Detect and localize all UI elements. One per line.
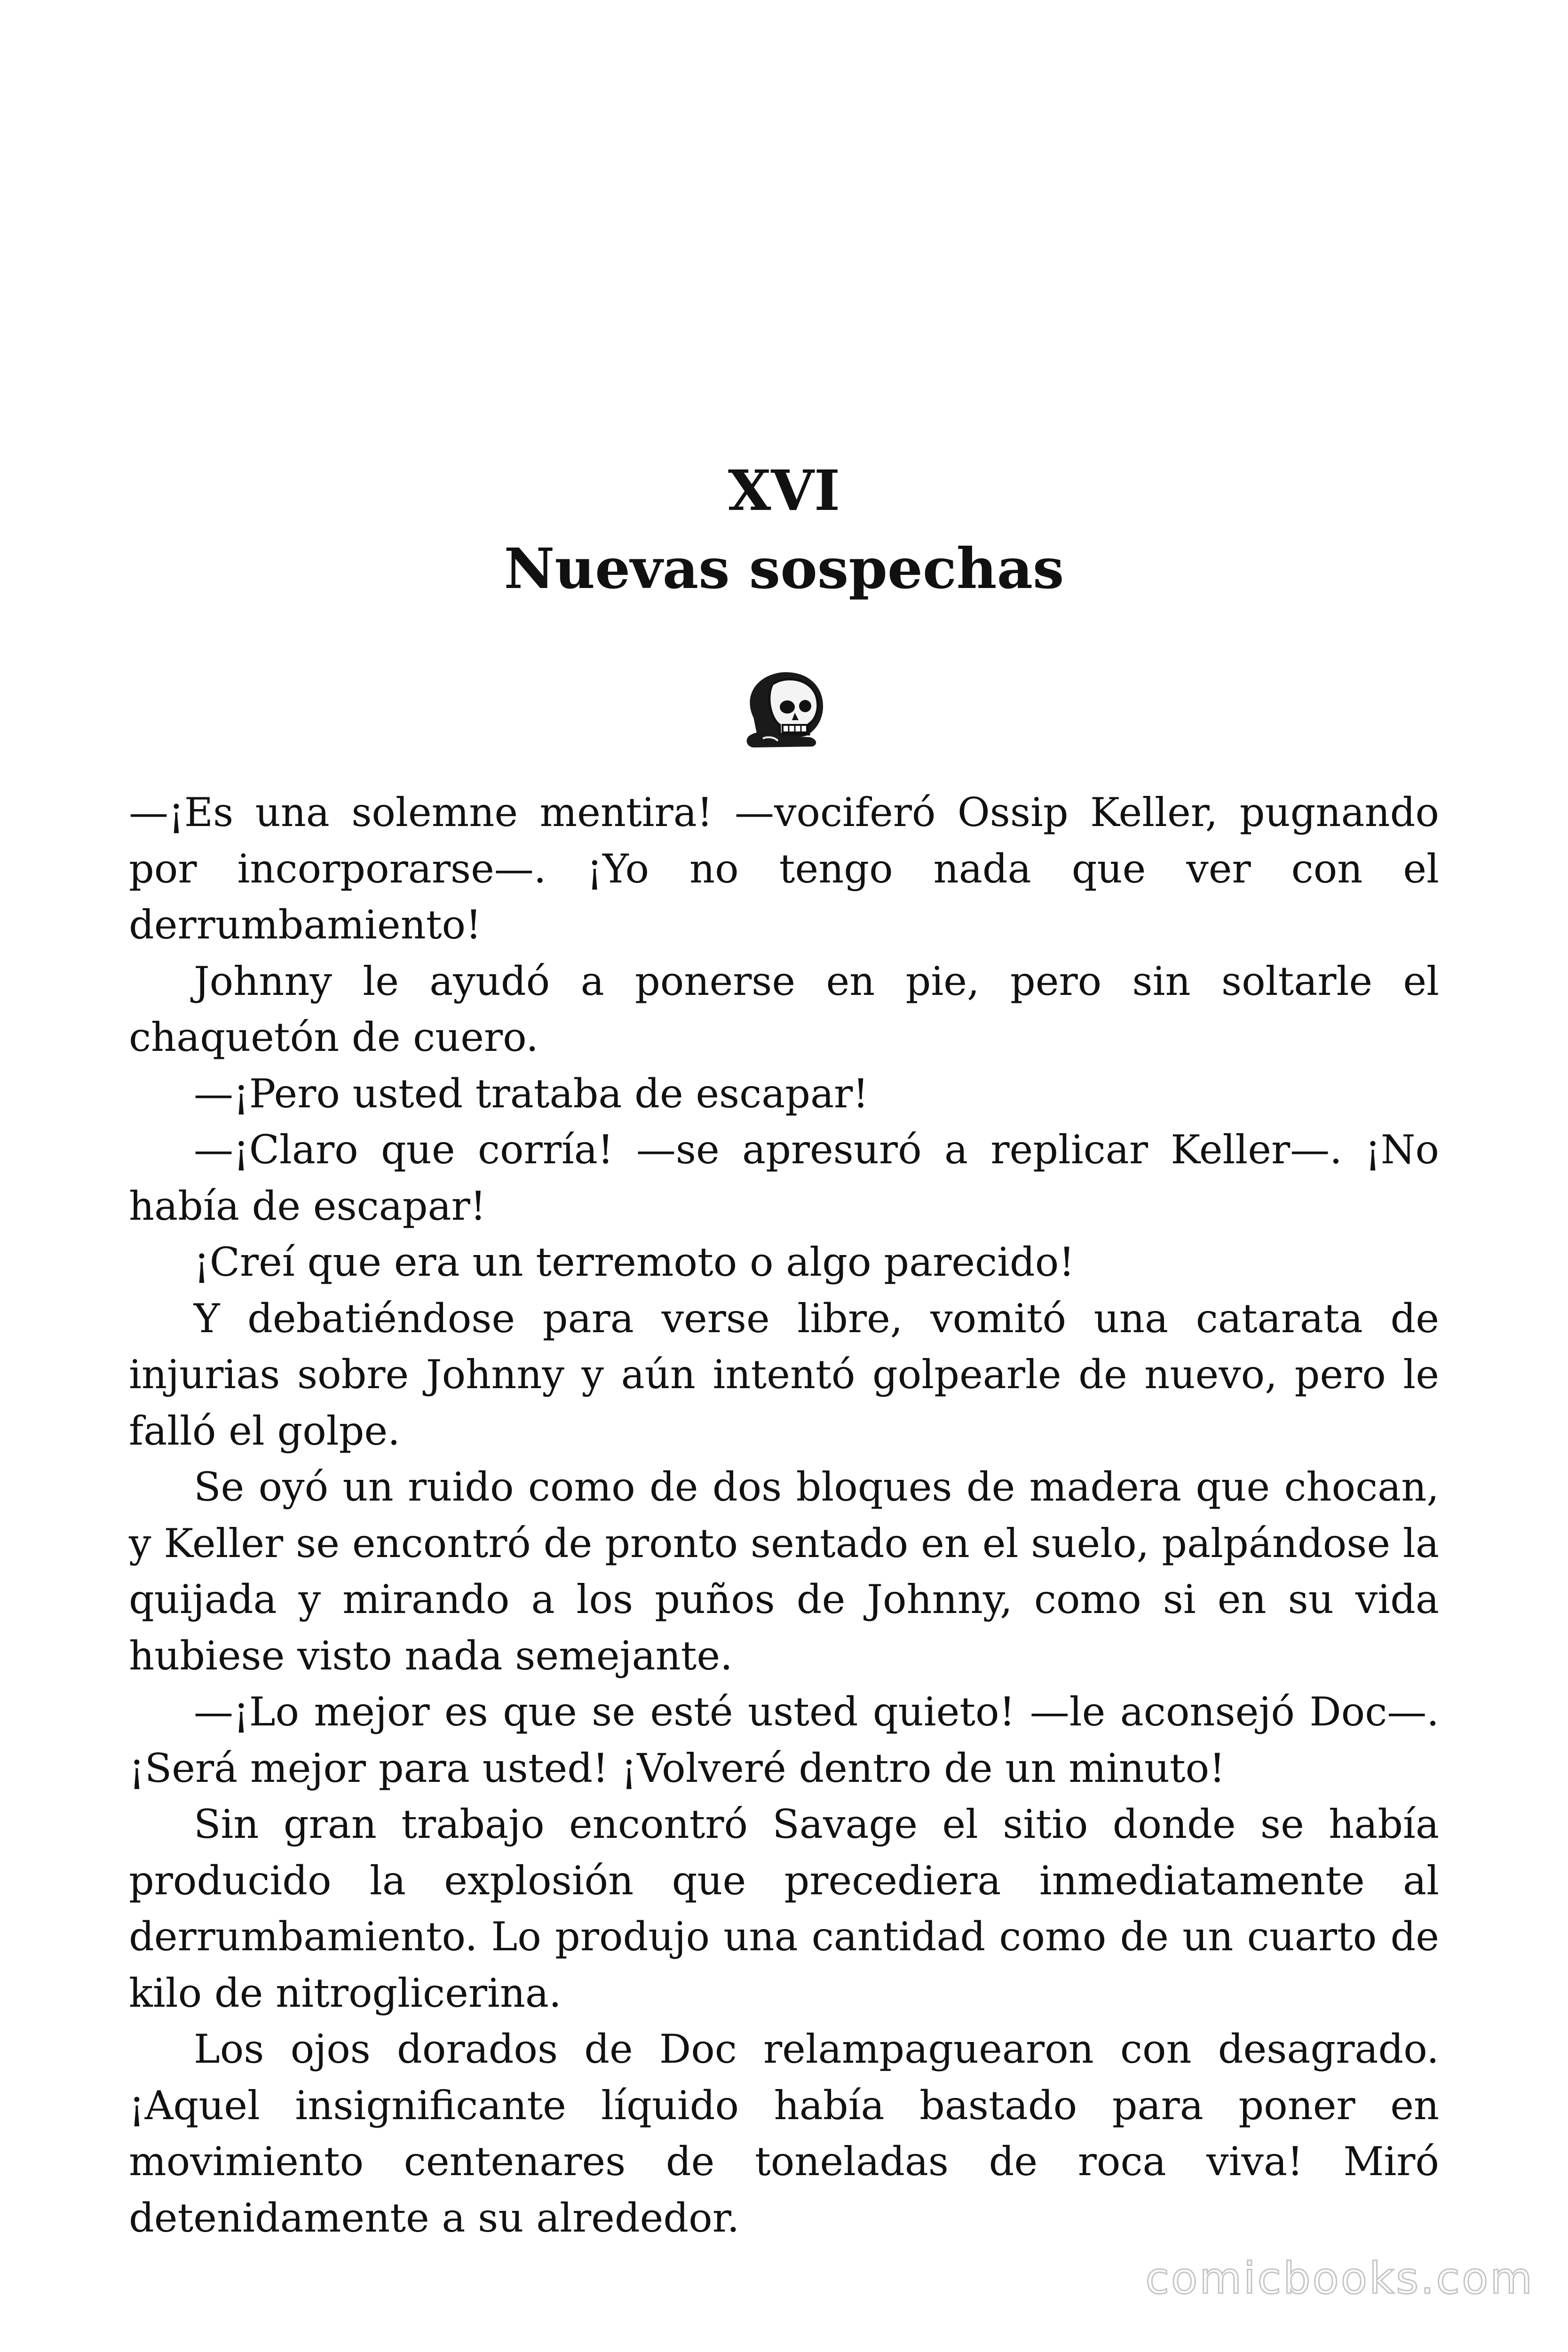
skull-icon	[735, 666, 833, 750]
paragraph: Se oyó un ruido como de dos bloques de madera que chocan, y Keller se encontró de pronto sentado en el suelo, palpándose la quijada y mirando a los puños de Johnny, como si en su vida hubiese visto nada semejante.	[129, 1464, 1439, 1679]
body-text	[129, 785, 1439, 2246]
watermark: comicbooks.com	[1145, 2253, 1534, 2304]
paragraph: Sin gran trabajo encontró Savage el sitio donde se había producido la explosión que precediera inmediatamente al derrumbamiento. Lo produjo una cantidad como de un cuarto de kilo de nitroglicerina.	[129, 1801, 1439, 2016]
chapter-heading	[0, 452, 1568, 608]
paragraph: ¡Creí que era un terremoto o algo parecido!	[194, 1239, 1075, 1285]
paragraph: —¡Claro que corría! —se apresuró a replicar Keller—. ¡No había de escapar!	[129, 1127, 1439, 1229]
paragraph: —¡Pero usted trataba de escapar!	[194, 1070, 869, 1117]
chapter-title: Nuevas sospechas	[504, 536, 1064, 601]
chapter-number: XVI	[728, 458, 840, 523]
paragraph: Los ojos dorados de Doc relampaguearon con desagrado. ¡Aquel insignificante líquido había bastado para poner en movimiento centenares de toneladas de roca viva! Miró detenidamente a su alrededor.	[129, 2026, 1439, 2241]
paragraph: —¡Es una solemne mentira! —vociferó Ossip Keller, pugnando por incorporarse—. ¡Yo no tengo nada que ver con el derrumbamiento!	[129, 789, 1439, 948]
paragraph: —¡Lo mejor es que se esté usted quieto! —le aconsejó Doc—. ¡Será mejor para usted! ¡Volveré dentro de un minuto!	[129, 1689, 1439, 1791]
paragraph: Johnny le ayudó a ponerse en pie, pero sin soltarle el chaquetón de cuero.	[129, 958, 1439, 1060]
paragraph: Y debatiéndose para verse libre, vomitó una catarata de injurias sobre Johnny y aún intentó golpearle de nuevo, pero le falló el golpe.	[129, 1295, 1439, 1454]
